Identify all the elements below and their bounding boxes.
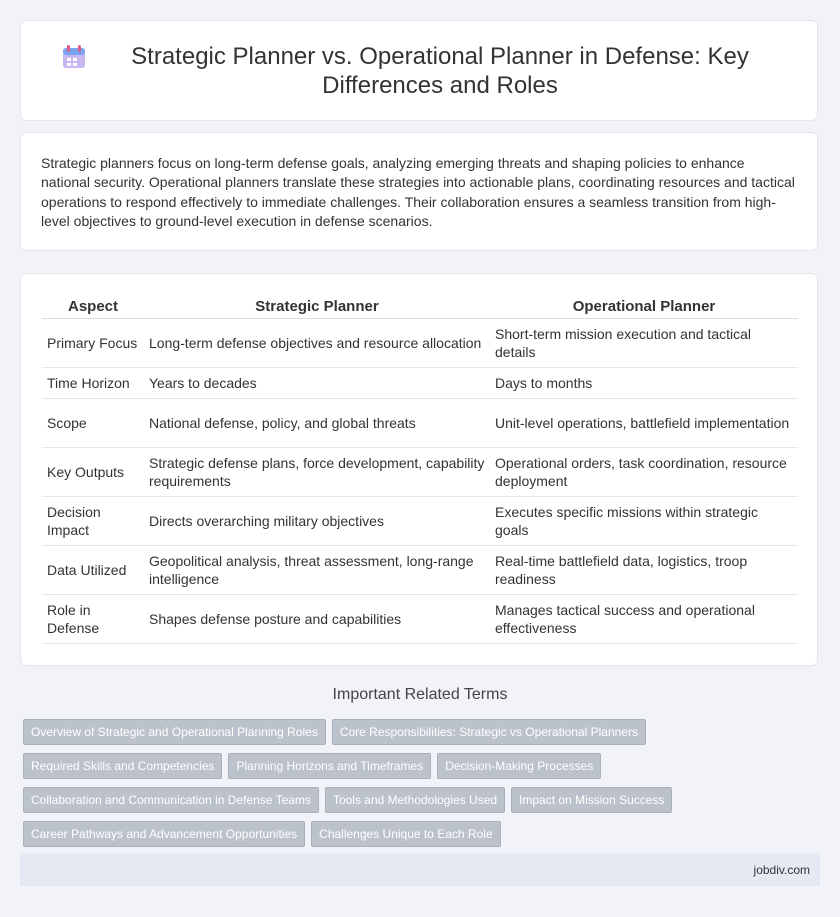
related-term-tag[interactable]: Impact on Mission Success — [511, 787, 672, 813]
column-header-operational: Operational Planner — [490, 294, 798, 319]
related-term-tag[interactable]: Tools and Methodologies Used — [325, 787, 505, 813]
related-terms-tags — [23, 719, 823, 855]
strategic-cell: Strategic defense plans, force development, capability requirements — [144, 448, 490, 497]
aspect-cell: Key Outputs — [42, 448, 144, 497]
operational-cell: Short-term mission execution and tactical details — [490, 319, 798, 368]
related-term-tag[interactable]: Planning Horizons and Timeframes — [228, 753, 431, 779]
comparison-table-card — [20, 273, 818, 666]
table-row — [42, 319, 798, 368]
strategic-cell: National defense, policy, and global threats — [144, 399, 490, 448]
column-header-strategic: Strategic Planner — [144, 294, 490, 319]
related-term-tag[interactable]: Career Pathways and Advancement Opportunities — [23, 821, 305, 847]
intro-card — [20, 132, 818, 251]
page-title: Strategic Planner vs. Operational Planner in Defense: Key Differences and Roles — [131, 42, 749, 99]
operational-cell: Operational orders, task coordination, resource deployment — [490, 448, 798, 497]
aspect-cell: Role in Defense — [42, 595, 144, 644]
strategic-cell: Shapes defense posture and capabilities — [144, 595, 490, 644]
related-term-tag[interactable]: Overview of Strategic and Operational Planning Roles — [23, 719, 326, 745]
operational-cell: Days to months — [490, 368, 798, 399]
related-term-tag[interactable]: Collaboration and Communication in Defense Teams — [23, 787, 319, 813]
operational-cell: Manages tactical success and operational effectiveness — [490, 595, 798, 644]
footer-site-link[interactable]: jobdiv.com — [753, 863, 810, 877]
column-header-aspect: Aspect — [42, 294, 144, 319]
aspect-cell: Scope — [42, 399, 144, 448]
strategic-cell: Years to decades — [144, 368, 490, 399]
related-term-tag[interactable]: Challenges Unique to Each Role — [311, 821, 500, 847]
aspect-cell: Primary Focus — [42, 319, 144, 368]
strategic-cell: Geopolitical analysis, threat assessment, long-range intelligence — [144, 546, 490, 595]
operational-cell: Unit-level operations, battlefield implementation — [490, 399, 798, 448]
strategic-cell: Directs overarching military objectives — [144, 497, 490, 546]
related-term-tag[interactable]: Required Skills and Competencies — [23, 753, 222, 779]
aspect-cell: Data Utilized — [42, 546, 144, 595]
footer — [20, 853, 820, 886]
table-row — [42, 497, 798, 546]
table-row — [42, 368, 798, 399]
table-row — [42, 399, 798, 448]
operational-cell: Executes specific missions within strategic goals — [490, 497, 798, 546]
operational-cell: Real-time battlefield data, logistics, troop readiness — [490, 546, 798, 595]
intro-paragraph: Strategic planners focus on long-term defense goals, analyzing emerging threats and shaping policies to enhance national security. Operational planners translate these strategies into actionable plans, coordinating resources and tactical operations to respond effectively to immediate challenges. Their collaboration ensures a seamless transition from high-level objectives to ground-level execution in defense scenarios. — [41, 155, 795, 229]
table-row — [42, 595, 798, 644]
comparison-table — [42, 294, 798, 644]
strategic-cell: Long-term defense objectives and resource allocation — [144, 319, 490, 368]
table-row — [42, 546, 798, 595]
related-term-tag[interactable]: Decision-Making Processes — [437, 753, 601, 779]
related-terms-heading: Important Related Terms — [332, 686, 508, 703]
aspect-cell: Time Horizon — [42, 368, 144, 399]
header-card — [20, 20, 818, 121]
aspect-cell: Decision Impact — [42, 497, 144, 546]
related-term-tag[interactable]: Core Responsibilities: Strategic vs Operational Planners — [332, 719, 646, 745]
table-row — [42, 448, 798, 497]
calendar-icon — [61, 44, 87, 70]
